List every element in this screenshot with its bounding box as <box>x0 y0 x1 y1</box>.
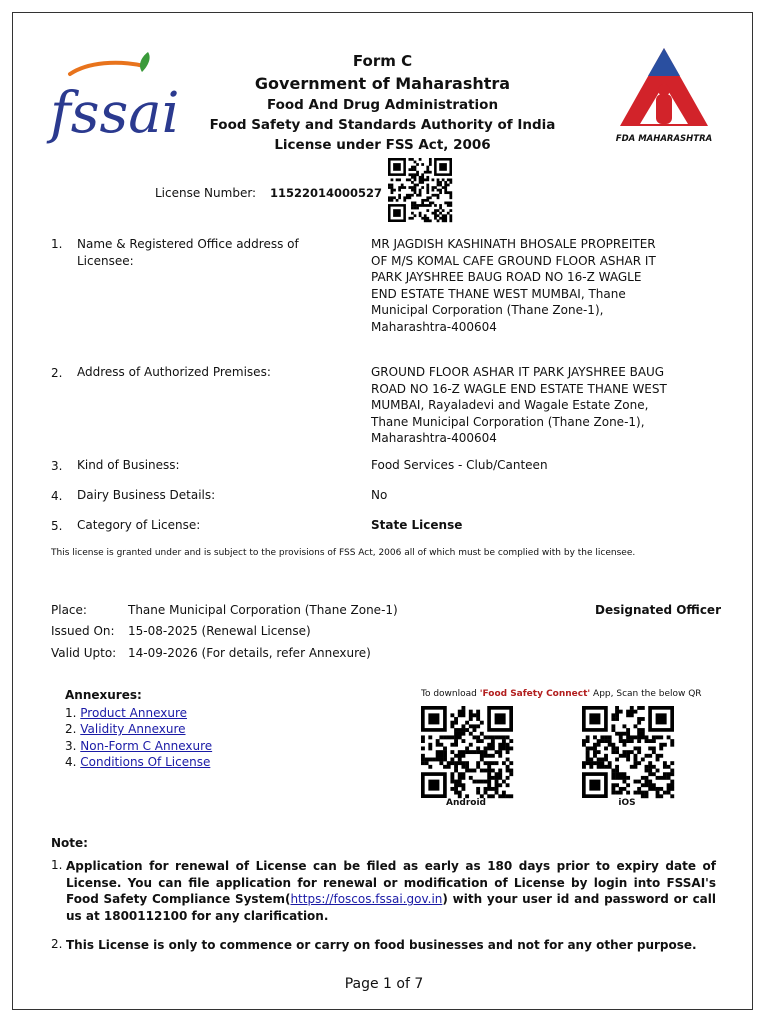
annexure-number: 1. <box>65 706 77 720</box>
download-suffix: App, Scan the below QR <box>590 689 702 699</box>
ios-caption: iOS <box>618 798 636 808</box>
svg-text:fssai: fssai <box>50 81 180 146</box>
kind-of-business-value: Food Services - Club/Canteen <box>371 458 548 472</box>
item-number: 4. <box>51 489 63 503</box>
ios-qr-code[interactable] <box>582 706 674 798</box>
licensee-name-value: MR JAGDISH KASHINATH BHOSALE PROPREITER OF M/S KOMAL CAFE GROUND FLOOR ASHAR IT PARK JAYSHREE BAUG ROAD NO 16-Z WAGLE END ESTATE THANE WEST MUMBAI, Thane Municipal Corporation (Thane Zone-1), Maharashtra-400604 <box>371 237 656 334</box>
annexure-number: 4. <box>65 755 77 769</box>
android-qr-code[interactable] <box>421 706 513 798</box>
license-disclaimer: This license is granted under and is subject to the provisions of FSS Act, 2006 all of which must be complied with by the licensee. <box>51 548 636 558</box>
note-text-part: Application for renewal of License can be filed as early as 180 days prior to expiry date of License. You can file application for renewal or modification of License by login into FSSAI's Food Safety Compliance System( <box>66 859 716 906</box>
kind-of-business-label: Kind of Business: <box>77 458 180 472</box>
annexure-number: 2. <box>65 722 77 736</box>
place-value: Thane Municipal Corporation (Thane Zone-1) <box>128 603 398 617</box>
page-number: Page 1 of 7 <box>344 976 424 992</box>
act-title: License under FSS Act, 2006 <box>274 137 491 153</box>
fda-maharashtra-logo <box>616 44 712 148</box>
annexure-item <box>65 755 210 769</box>
annexure-item <box>65 739 212 753</box>
foscos-link[interactable]: https://foscos.fssai.gov.in <box>290 892 443 906</box>
item-number: 2. <box>51 366 63 380</box>
note-number: 2. <box>51 937 63 951</box>
item-number: 3. <box>51 459 63 473</box>
note-text-part: ) with your user id and password or call us at 1800112100 for any clarification. <box>66 892 717 923</box>
form-title: Form C <box>352 52 413 70</box>
dairy-business-value: No <box>371 488 388 502</box>
note-purpose-text: This License is only to commence or carry on food businesses and not for any other purpose. <box>66 938 697 952</box>
note-renewal-text <box>66 858 716 924</box>
item-number: 1. <box>51 237 63 251</box>
valid-upto-label: Valid Upto: <box>51 646 117 660</box>
item-number: 5. <box>51 519 63 533</box>
non-form-c-annexure-link[interactable]: Non-Form C Annexure <box>80 739 213 753</box>
designated-officer: Designated Officer <box>595 603 721 617</box>
product-annexure-link[interactable]: Product Annexure <box>80 706 188 720</box>
license-number-label: License Number: <box>155 186 257 200</box>
department-title: Food And Drug Administration <box>266 97 499 113</box>
dairy-business-label: Dairy Business Details: <box>77 488 216 502</box>
fssai-logo <box>48 44 180 152</box>
issued-on-value: 15-08-2025 (Renewal License) <box>128 624 311 638</box>
validity-annexure-link[interactable]: Validity Annexure <box>80 722 186 736</box>
license-category-value: State License <box>371 518 463 532</box>
android-caption: Android <box>446 798 486 808</box>
conditions-of-license-link[interactable]: Conditions Of License <box>80 755 211 769</box>
download-prefix: To download <box>421 689 480 699</box>
licensee-name-label: Name & Registered Office address of Licensee: <box>77 237 299 268</box>
premises-address-label: Address of Authorized Premises: <box>77 365 271 379</box>
government-title: Government of Maharashtra <box>254 74 511 93</box>
valid-upto-value: 14-09-2026 (For details, refer Annexure) <box>128 646 371 660</box>
annexure-item <box>65 706 187 720</box>
annexures-title: Annexures: <box>65 688 142 702</box>
license-number-value: 11522014000527 <box>270 186 383 200</box>
authority-title: Food Safety and Standards Authority of India <box>209 117 556 133</box>
license-qr-code <box>388 158 452 222</box>
issued-on-label: Issued On: <box>51 624 115 638</box>
premises-address-value: GROUND FLOOR ASHAR IT PARK JAYSHREE BAUG ROAD NO 16-Z WAGLE END ESTATE THANE WEST MUMBAI, Rayaladevi and Wagale Estate Zone, Thane Municipal Corporation (Thane Zone-1), Maharashtra-400604 <box>371 365 667 446</box>
svg-text:FDA MAHARASHTRA: FDA MAHARASHTRA <box>615 134 713 144</box>
place-label: Place: <box>51 603 87 617</box>
license-category-label: Category of License: <box>77 518 201 532</box>
annexure-item <box>65 722 186 736</box>
download-app-note <box>421 689 702 699</box>
note-number: 1. <box>51 858 63 872</box>
annexure-number: 3. <box>65 739 77 753</box>
app-name: 'Food Safety Connect' <box>479 689 591 699</box>
note-title: Note: <box>51 836 88 850</box>
